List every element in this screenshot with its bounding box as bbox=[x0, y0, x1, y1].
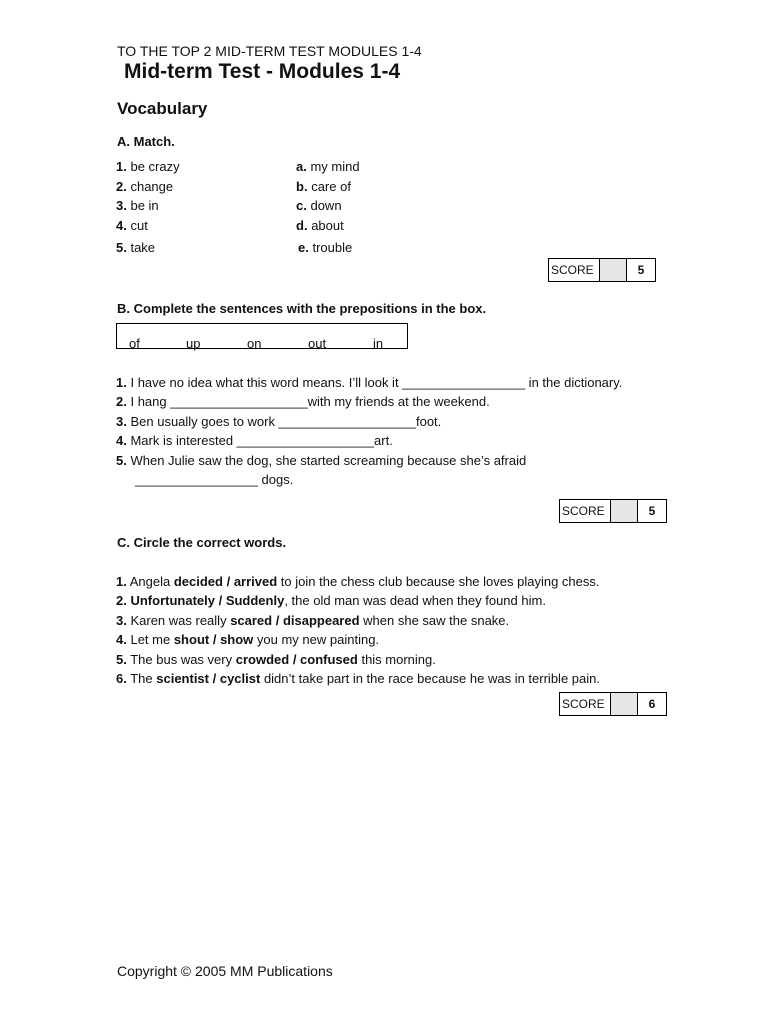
match-left-item: 1. be crazy bbox=[116, 159, 180, 174]
sentence-item: 5. When Julie saw the dog, she started screaming because she’s afraid bbox=[116, 453, 527, 468]
section-c-heading: C. Circle the correct words. bbox=[117, 535, 287, 550]
page-header: TO THE TOP 2 MID-TERM TEST MODULES 1-4 bbox=[117, 43, 422, 59]
sentence-item: 1. I have no idea what this word means. I’ll look it _________________ in the dictionary. bbox=[116, 375, 623, 390]
score-box-c bbox=[559, 692, 667, 716]
match-right-item: c. down bbox=[296, 198, 342, 213]
match-left-item: 5. take bbox=[116, 240, 156, 255]
sentence-item-continuation: _________________ dogs. bbox=[135, 472, 294, 487]
box-word: up bbox=[186, 336, 201, 351]
choice-item: 1. Angela decided / arrived to join the chess club because she loves playing chess. bbox=[116, 574, 600, 589]
match-left-item: 3. be in bbox=[116, 198, 159, 213]
match-right-item: e. trouble bbox=[298, 240, 353, 255]
sentence-item: 2. I hang ___________________with my friends at the weekend. bbox=[116, 394, 490, 409]
match-right-item: a. my mind bbox=[296, 159, 360, 174]
box-word: of bbox=[129, 336, 140, 351]
score-value: 6 bbox=[648, 697, 656, 711]
section-a-heading: A. Match. bbox=[117, 134, 175, 149]
choice-item: 5. The bus was very crowded / confused this morning. bbox=[116, 652, 436, 667]
choice-item: 2. Unfortunately / Suddenly, the old man was dead when they found him. bbox=[116, 593, 546, 608]
box-word: on bbox=[247, 336, 262, 351]
choice-item: 6. The scientist / cyclist didn’t take part in the race because he was in terrible pain. bbox=[116, 671, 600, 686]
sentence-item: 3. Ben usually goes to work ___________________foot. bbox=[116, 414, 442, 429]
box-word: in bbox=[373, 336, 384, 351]
score-label: SCORE bbox=[560, 500, 611, 522]
match-left-item: 2. change bbox=[116, 179, 174, 194]
score-box-a bbox=[548, 258, 656, 282]
score-value: 5 bbox=[637, 263, 645, 277]
match-right-item: d. about bbox=[296, 218, 344, 233]
page-title: Mid-term Test - Modules 1-4 bbox=[124, 60, 401, 83]
copyright-notice: Copyright © 2005 MM Publications bbox=[117, 963, 333, 979]
match-left-item: 4. cut bbox=[116, 218, 148, 233]
section-heading: Vocabulary bbox=[117, 99, 208, 118]
score-label: SCORE bbox=[560, 693, 611, 715]
sentence-item: 4. Mark is interested ___________________art. bbox=[116, 433, 393, 448]
choice-item: 4. Let me shout / show you my new painting. bbox=[116, 632, 380, 647]
score-blank bbox=[600, 259, 627, 281]
section-b-heading: B. Complete the sentences with the prepositions in the box. bbox=[117, 301, 487, 316]
score-blank bbox=[611, 500, 638, 522]
score-box-b bbox=[559, 499, 667, 523]
preposition-box bbox=[116, 323, 408, 349]
score-label: SCORE bbox=[549, 259, 600, 281]
score-blank bbox=[611, 693, 638, 715]
choice-item: 3. Karen was really scared / disappeared when she saw the snake. bbox=[116, 613, 510, 628]
match-right-item: b. care of bbox=[296, 179, 351, 194]
box-word: out bbox=[308, 336, 327, 351]
score-value: 5 bbox=[648, 504, 656, 518]
